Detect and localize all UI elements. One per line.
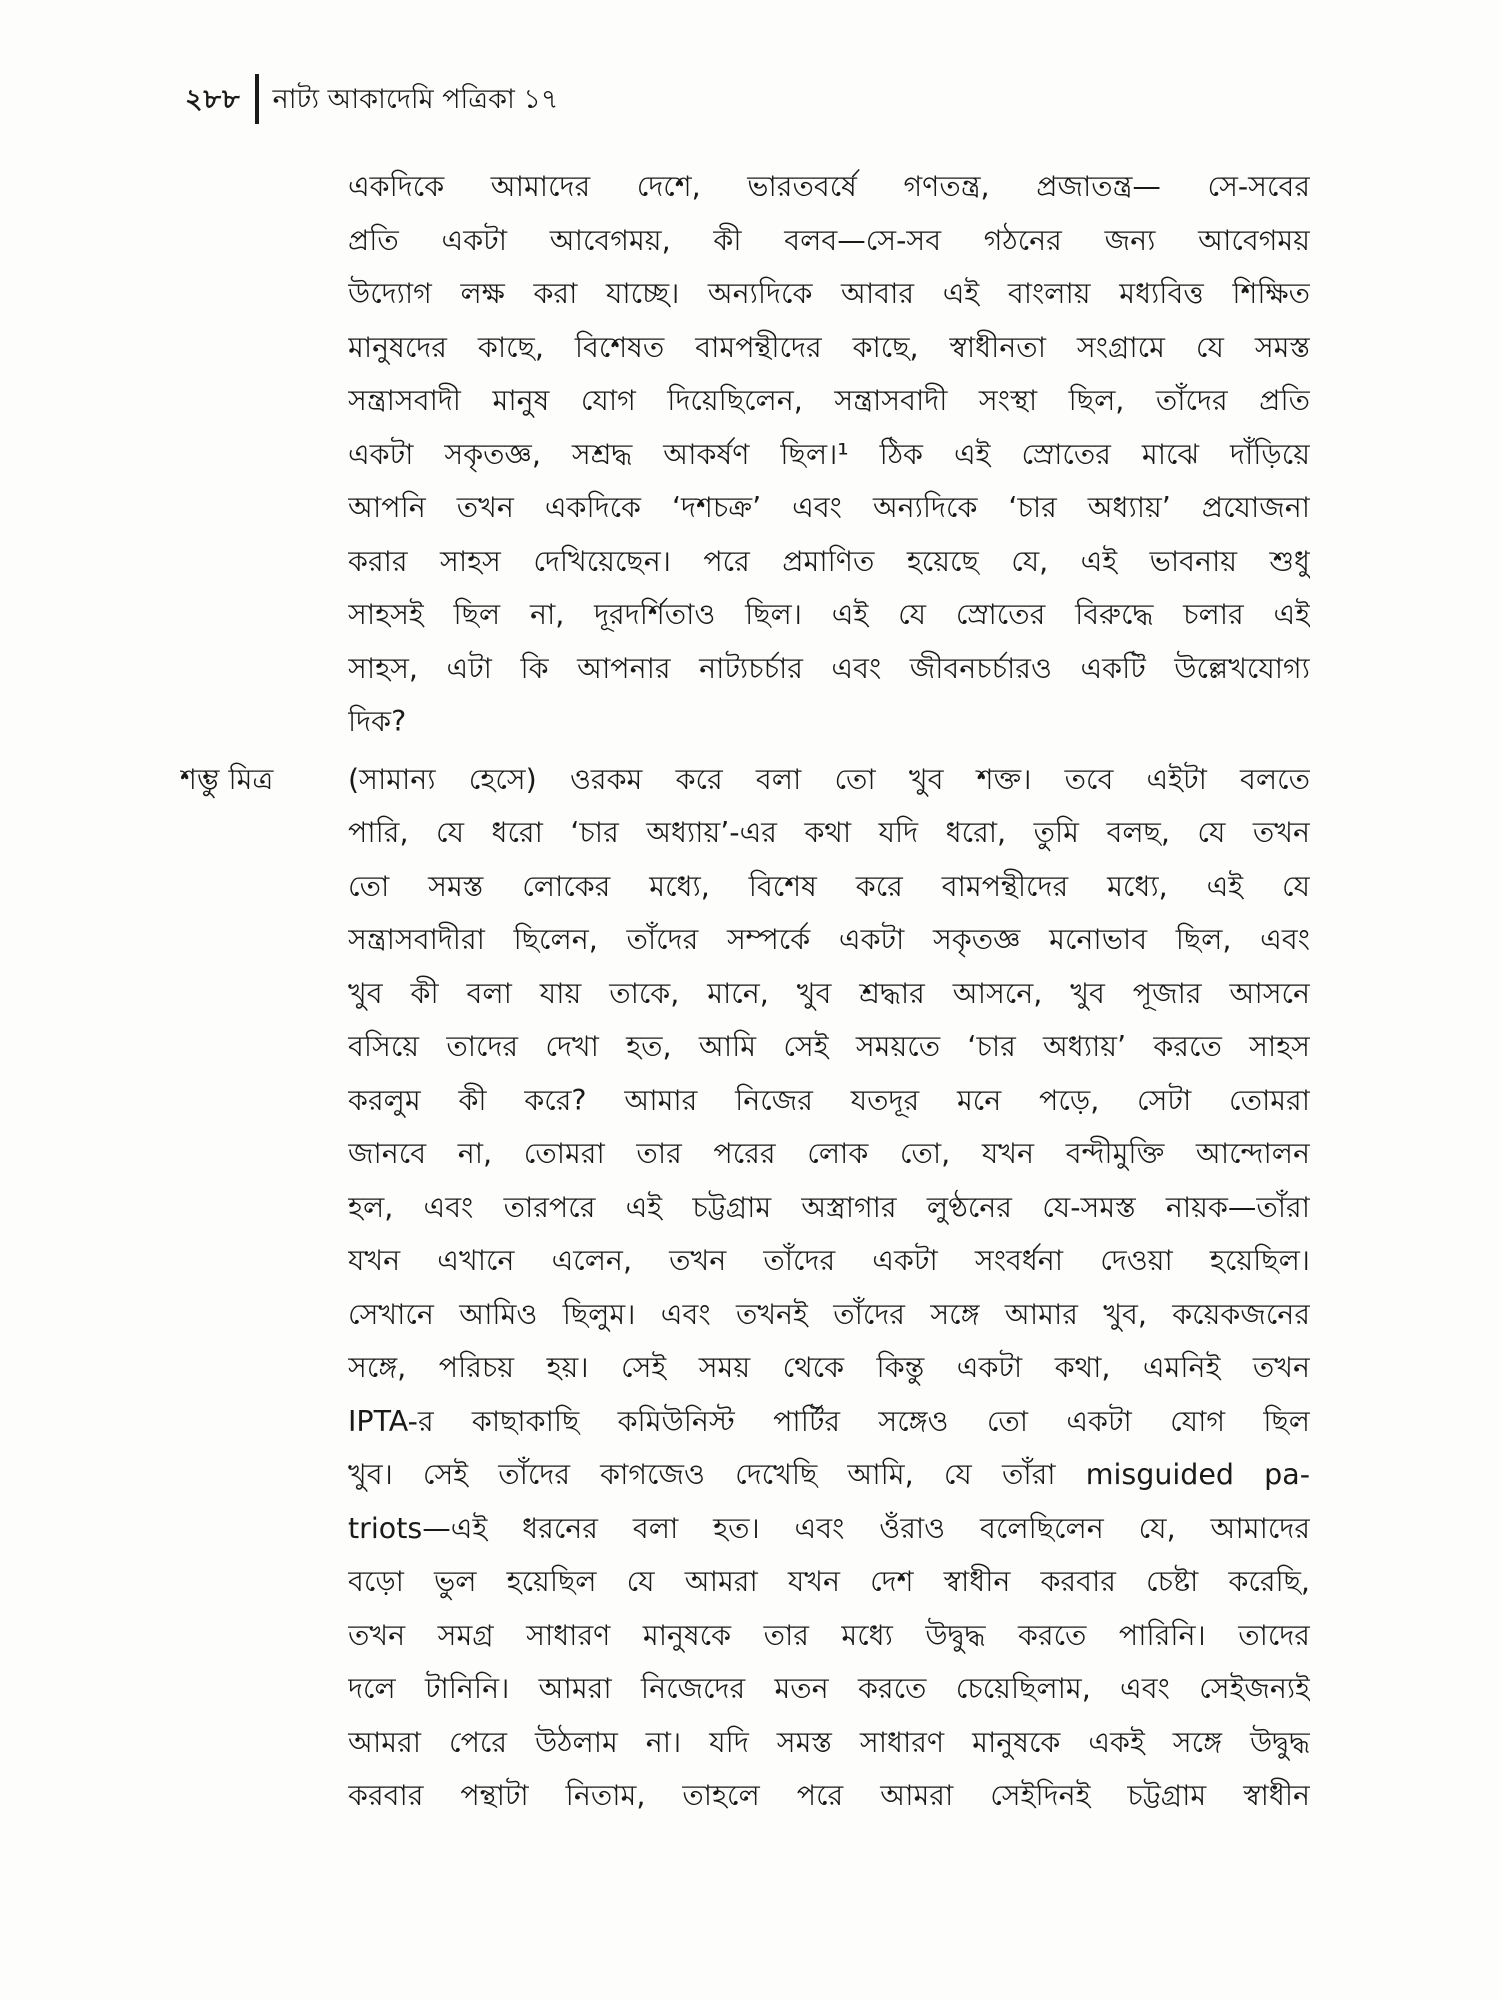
text-line: বড়ো ভুল হয়েছিল যে আমরা যখন দেশ স্বাধীন করবার চেষ্টা করেছি, [348, 1565, 1310, 1598]
journal-title: নাট্য আকাদেমি পত্রিকা ১৭ [272, 83, 559, 115]
text-line: জানবে না, তোমরা তার পরের লোক তো, যখন বন্দীমুক্তি আন্দোলন [348, 1137, 1310, 1170]
text-line: করলুম কী করে? আমার নিজের যতদূর মনে পড়ে, সেটা তোমরা [348, 1083, 1310, 1117]
header-divider [255, 74, 259, 124]
text-line: শম্ভু মিত্র (সামান্য হেসে) ওরকম করে বলা তো খুব শক্ত। তবে এইটা বলতে [180, 753, 1340, 807]
text-line: করবার পন্থাটা নিতাম, তাহলে পরে আমরা সেইদিনই চট্টগ্রাম স্বাধীন [348, 1779, 1310, 1812]
text-line: সাহসই ছিল না, দূরদর্শিতাও ছিল। এই যে স্রোতের বিরুদ্ধে চলার এই [348, 598, 1310, 631]
text-line: আমরা পেরে উঠলাম না। যদি সমস্ত সাধারণ মানুষকে একই সঙ্গে উদ্বুদ্ধ [348, 1725, 1310, 1759]
text-line: IPTA-র কাছাকাছি কমিউনিস্ট পার্টির সঙ্গেও তো একটা যোগ ছিল [348, 1404, 1310, 1438]
text-line: তো সমস্ত লোকের মধ্যে, বিশেষ করে বামপন্থীদের মধ্যে, এই যে [348, 869, 1310, 903]
text-line: বসিয়ে তাদের দেখা হত, আমি সেই সময়তে ‘চার অধ্যায়’ করতে সাহস [348, 1030, 1310, 1063]
text-line: মানুষদের কাছে, বিশেষত বামপন্থীদের কাছে, স্বাধীনতা সংগ্রামে যে সমস্ত [348, 330, 1310, 364]
text-line: সাহস, এটা কি আপনার নাট্যচর্চার এবং জীবনচর্চারও একটি উল্লেখযোগ্য [348, 651, 1310, 685]
text-line: যখন এখানে এলেন, তখন তাঁদের একটা সংবর্ধনা দেওয়া হয়েছিল। [348, 1244, 1310, 1277]
text-line: triots—এই ধরনের বলা হত। এবং ওঁরাও বলেছিলেন যে, আমাদের [348, 1511, 1310, 1545]
text-line: সঙ্গে, পরিচয় হয়। সেই সময় থেকে কিন্তু একটা কথা, এমনিই তখন [348, 1351, 1310, 1384]
text-line: দিক? [348, 705, 407, 738]
text-line: সেখানে আমিও ছিলুম। এবং তখনই তাঁদের সঙ্গে আমার খুব, কয়েকজনের [348, 1297, 1310, 1331]
text-line: খুব কী বলা যায় তাকে, মানে, খুব শ্রদ্ধার আসনে, খুব পূজার আসনে [348, 976, 1310, 1010]
text-line: দলে টানিনি। আমরা নিজেদের মতন করতে চেয়েছিলাম, এবং সেইজন্যই [348, 1672, 1310, 1705]
text-line: একদিকে আমাদের দেশে, ভারতবর্ষে গণতন্ত্র, প্রজাতন্ত্র— সে-সবের [348, 170, 1310, 203]
text-line: উদ্যোগ লক্ষ করা যাচ্ছে। অন্যদিকে আবার এই বাংলায় মধ্যবিত্ত শিক্ষিত [348, 277, 1310, 310]
text-line: তখন সমগ্র সাধারণ মানুষকে তার মধ্যে উদ্বুদ্ধ করতে পারিনি। তাদের [348, 1618, 1310, 1652]
text-line: আপনি তখন একদিকে ‘দশচক্র’ এবং অন্যদিকে ‘চার অধ্যায়’ প্রযোজনা [348, 491, 1310, 524]
text-line: সন্ত্রাসবাদী মানুষ যোগ দিয়েছিলেন, সন্ত্রাসবাদী সংস্থা ছিল, তাঁদের প্রতি [348, 384, 1310, 417]
page-number: ২৮৮ [185, 83, 241, 115]
page-body [180, 160, 1340, 1823]
speaker-name: শম্ভু মিত্র [180, 762, 274, 796]
text-line: একটা সকৃতজ্ঞ, সশ্রদ্ধ আকর্ষণ ছিল।¹ ঠিক এই স্রোতের মাঝে দাঁড়িয়ে [348, 437, 1310, 471]
text-line: পারি, যে ধরো ‘চার অধ্যায়’-এর কথা যদি ধরো, তুমি বলছ, যে তখন [348, 816, 1310, 849]
text-line: খুব। সেই তাঁদের কাগজেও দেখেছি আমি, যে তাঁরা misguided pa- [348, 1458, 1310, 1491]
running-head [185, 74, 559, 124]
question-paragraph [180, 160, 1340, 749]
text-line: করার সাহস দেখিয়েছেন। পরে প্রমাণিত হয়েছে যে, এই ভাবনায় শুধু [348, 544, 1310, 578]
text-line: প্রতি একটা আবেগময়, কী বলব—সে-সব গঠনের জন্য আবেগময় [348, 223, 1310, 257]
text-line: হল, এবং তারপরে এই চট্টগ্রাম অস্ত্রাগার লুণ্ঠনের যে-সমস্ত নায়ক—তাঁরা [348, 1190, 1310, 1224]
answer-paragraph [180, 753, 1340, 1823]
text-line: সন্ত্রাসবাদীরা ছিলেন, তাঁদের সম্পর্কে একটা সকৃতজ্ঞ মনোভাব ছিল, এবং [348, 923, 1310, 956]
